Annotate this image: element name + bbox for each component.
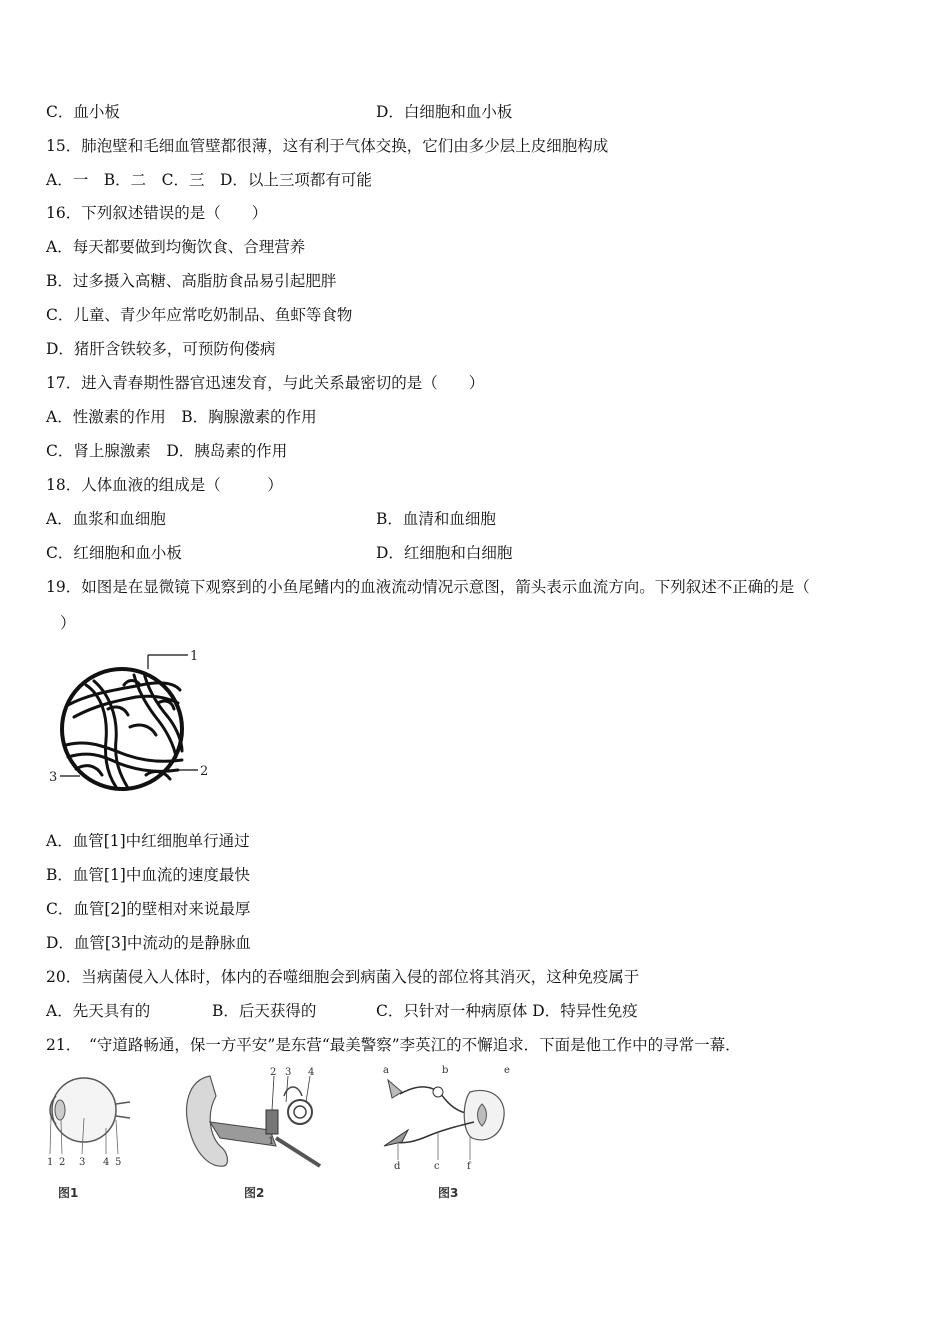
ganglion [433, 1087, 443, 1097]
fig3-label-d: d [394, 1161, 401, 1172]
q21-stem: 21． “守道路畅通，保一方平安”是东营“最美警察”李英江的不懈追求．下面是他工作中的寻常一幕． [46, 1036, 741, 1054]
q18-option-d: D．红细胞和白细胞 [376, 544, 513, 562]
q16-option-a: A．每天都要做到均衡饮食、合理营养 [46, 238, 306, 256]
fig3-label-f: f [467, 1161, 471, 1172]
fig1-label-3: 3 [79, 1157, 86, 1168]
q19-option-b: B．血管[1]中血流的速度最快 [46, 866, 250, 884]
q17-options-cd: C．肾上腺激素 D．胰岛素的作用 [46, 442, 288, 460]
q17-options-ab: A．性激素的作用 B．胸腺激素的作用 [46, 408, 317, 426]
figure-label-3: 3 [49, 770, 58, 785]
eye-diagram [44, 1068, 134, 1172]
figure-label-1: 1 [190, 649, 199, 664]
q18-stem: 18．人体血液的组成是（ ） [46, 476, 283, 494]
fig1-label-5: 5 [115, 1157, 122, 1168]
fish-tail-blood-flow-figure [46, 645, 216, 815]
effector [384, 1130, 408, 1146]
q20-options-cd: C．只针对一种病原体 D．特异性免疫 [376, 1002, 638, 1020]
q17-stem: 17．进入青春期性器官迅速发育，与此关系最密切的是（ ） [46, 374, 485, 392]
fig3-caption: 图3 [438, 1186, 459, 1200]
fig1-label-2: 2 [59, 1157, 66, 1168]
q15-options: A．一 B．二 C．三 D．以上三项都有可能 [46, 171, 372, 189]
fig3-label-c: c [434, 1161, 440, 1172]
fig2-caption: 图2 [244, 1186, 265, 1200]
q19-option-c: C．血管[2]的壁相对来说最厚 [46, 900, 251, 918]
q16-option-c: C．儿童、青少年应常吃奶制品、鱼虾等食物 [46, 306, 353, 324]
eardrum-ossicles [266, 1110, 278, 1134]
q18-option-b: B．血清和血细胞 [376, 510, 496, 528]
q20-option-b: B．后天获得的 [212, 1002, 317, 1020]
fig1-label-1: 1 [47, 1157, 54, 1168]
optic-nerve [116, 1102, 130, 1118]
q20-option-a: A．先天具有的 [46, 1002, 151, 1020]
q16-option-d: D．猪肝含铁较多，可预防佝偻病 [46, 340, 276, 358]
q20-stem: 20．当病菌侵入人体时，体内的吞噬细胞会到病菌入侵的部位将其消灭，这种免疫属于 [46, 968, 640, 986]
q14-option-d: D．白细胞和血小板 [376, 103, 513, 121]
fig2-label-4: 4 [308, 1067, 315, 1078]
receptor [388, 1080, 402, 1098]
q19-stem-end: ） [60, 614, 76, 632]
fig1-caption: 图1 [58, 1186, 79, 1200]
fig3-label-a: a [383, 1065, 389, 1076]
eustachian-tube [276, 1138, 320, 1166]
q14-option-c: C．血小板 [46, 103, 120, 121]
fig3-label-b: b [442, 1065, 449, 1076]
figure-label-2: 2 [200, 764, 209, 779]
fig3-label-e: e [504, 1065, 510, 1076]
q18-option-a: A．血浆和血细胞 [46, 510, 166, 528]
lens [55, 1100, 65, 1120]
q19-stem: 19．如图是在显微镜下观察到的小鱼尾鳍内的血液流动情况示意图，箭头表示血流方向。下列叙述不正确的是（ [46, 578, 810, 596]
fig2-label-1: 1 [268, 1136, 275, 1147]
q19-option-d: D．血管[3]中流动的是静脉血 [46, 934, 251, 952]
reflex-arc-diagram [378, 1064, 518, 1174]
fig2-label-3: 3 [285, 1067, 292, 1078]
q18-option-c: C．红细胞和血小板 [46, 544, 182, 562]
q16-stem: 16．下列叙述错误的是（ ） [46, 204, 268, 222]
ear-diagram [180, 1066, 330, 1176]
outer-ear [187, 1076, 228, 1166]
cochlea [288, 1100, 312, 1124]
fig2-label-2: 2 [270, 1067, 277, 1078]
q19-option-a: A．血管[1]中红细胞单行通过 [46, 832, 250, 850]
fig1-label-4: 4 [103, 1157, 110, 1168]
q16-option-b: B．过多摄入高糖、高脂肪食品易引起肥胖 [46, 272, 337, 290]
q15-stem: 15．肺泡壁和毛细血管壁都很薄，这有利于气体交换，它们由多少层上皮细胞构成 [46, 137, 609, 155]
